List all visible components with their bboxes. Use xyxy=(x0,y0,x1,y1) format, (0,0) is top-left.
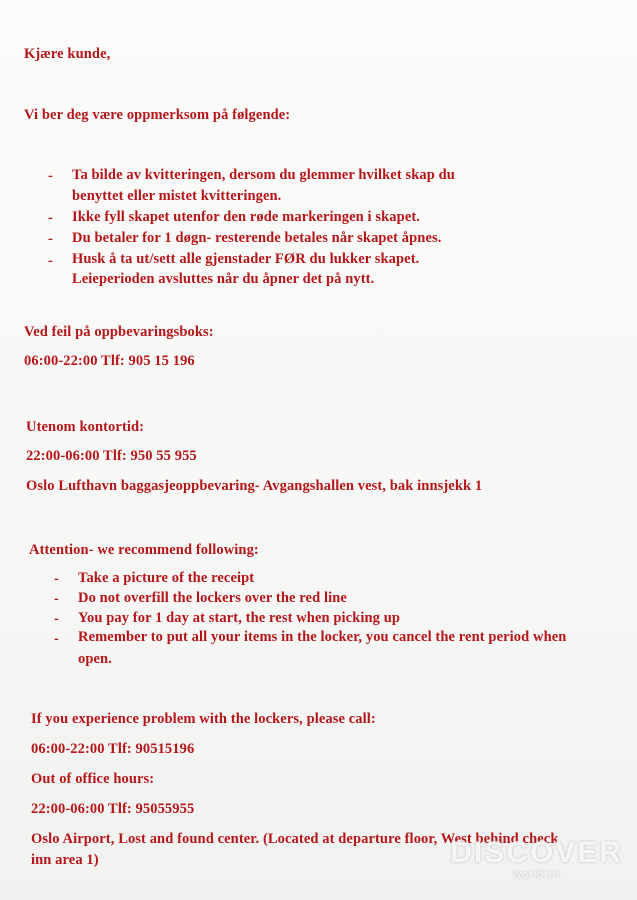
offhours-heading-no: Utenom kontortid: xyxy=(26,419,145,435)
watermark-brand: DISCOVER xyxy=(450,836,623,869)
en-bullet-1: Take a picture of the receipt xyxy=(78,570,255,586)
problem-heading: If you experience problem with the lockers, please call: xyxy=(31,711,376,727)
bullet-dash: - xyxy=(48,253,53,269)
en-bullet-2: Do not overfill the lockers over the red line xyxy=(78,590,347,606)
bullet-dash: - xyxy=(48,231,53,247)
en-bullet-4-line-2: open. xyxy=(78,651,112,667)
bullet-dash: - xyxy=(54,571,59,587)
attention-heading: Attention- we recommend following: xyxy=(29,542,259,558)
location-en-line-2: inn area 1) xyxy=(31,852,99,868)
no-bullet-1-line-2: benyttet eller mistet kvitteringen. xyxy=(72,188,282,204)
bullet-dash: - xyxy=(54,611,59,627)
location-en-line-1: Oslo Airport, Lost and found center. (Located at departure floor, West behind check xyxy=(31,831,559,847)
fault-heading: Ved feil på oppbevaringsboks: xyxy=(24,324,214,340)
no-bullet-4-line-1: Husk å ta ut/sett alle gjenstader FØR du lukker skapet. xyxy=(72,251,420,267)
no-bullet-4-line-2: Leieperioden avsluttes når du åpner det på nytt. xyxy=(72,271,375,287)
intro-text: Vi ber deg være oppmerksom på følgende: xyxy=(24,107,291,123)
bullet-dash: - xyxy=(54,591,59,607)
watermark-site: world.ru xyxy=(513,869,561,881)
offhours-phone-no: 22:00-06:00 Tlf: 950 55 955 xyxy=(26,448,197,464)
no-bullet-2: Ikke fyll skapet utenfor den røde markeringen i skapet. xyxy=(72,209,421,225)
offhours-heading-en: Out of office hours: xyxy=(31,771,155,787)
location-no: Oslo Lufthavn baggasjeoppbevaring- Avgangshallen vest, bak innsjekk 1 xyxy=(26,478,483,494)
no-bullet-1-line-1: Ta bilde av kvitteringen, dersom du glemmer hvilket skap du xyxy=(72,167,455,183)
watermark-logo xyxy=(450,838,623,882)
problem-phone: 06:00-22:00 Tlf: 90515196 xyxy=(31,741,195,757)
bullet-dash: - xyxy=(48,168,53,184)
en-bullet-3: You pay for 1 day at start, the rest when picking up xyxy=(78,610,401,626)
bullet-dash: - xyxy=(48,210,53,226)
fault-phone: 06:00-22:00 Tlf: 905 15 196 xyxy=(24,353,195,369)
offhours-phone-en: 22:00-06:00 Tlf: 95055955 xyxy=(31,801,195,817)
en-bullet-4-line-1: Remember to put all your items in the locker, you cancel the rent period when xyxy=(78,629,567,645)
no-bullet-3: Du betaler for 1 døgn- resterende betales når skapet åpnes. xyxy=(72,230,442,246)
bullet-dash: - xyxy=(54,631,59,647)
greeting: Kjære kunde, xyxy=(24,46,111,62)
